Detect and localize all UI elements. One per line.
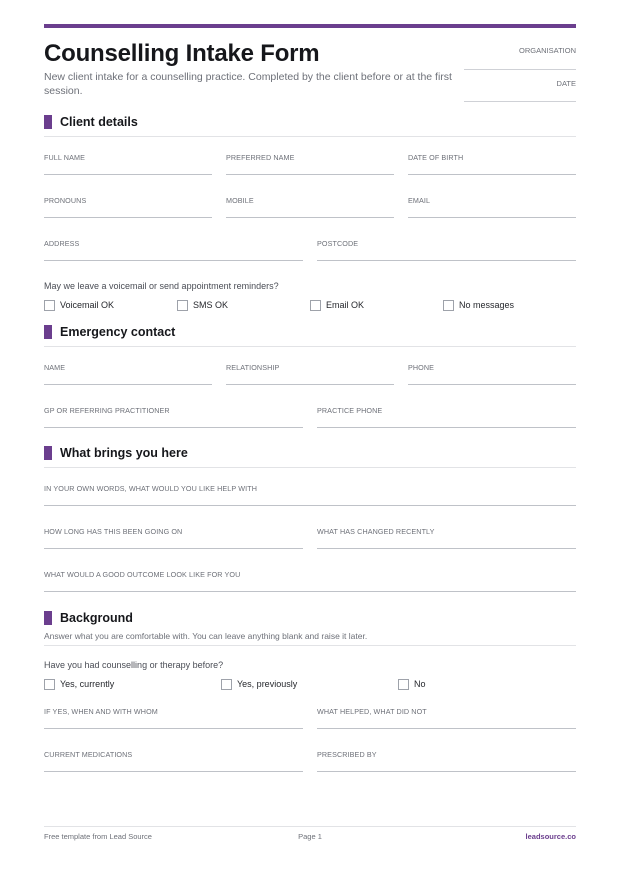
section-client-details — [44, 115, 576, 137]
section-divider — [44, 136, 576, 137]
field-label: POSTCODE — [317, 239, 359, 248]
checkbox-box[interactable] — [177, 300, 188, 311]
gp-field[interactable] — [44, 406, 303, 428]
footer-divider — [44, 826, 576, 827]
field-label: IF YES, WHEN AND WITH WHOM — [44, 707, 158, 716]
yes-currently-checkbox[interactable] — [44, 678, 114, 690]
preferred-name-field[interactable] — [226, 153, 394, 175]
section-marker — [44, 325, 52, 339]
section-background — [44, 611, 576, 633]
pronouns-field[interactable] — [44, 196, 212, 218]
field-label: PRONOUNS — [44, 196, 87, 205]
section-title: Emergency contact — [60, 325, 176, 339]
section-title: Background — [60, 611, 133, 625]
section-title: Client details — [60, 115, 138, 129]
section-title: What brings you here — [60, 446, 188, 460]
page-title: Counselling Intake Form — [44, 40, 320, 67]
field-label: HOW LONG HAS THIS BEEN GOING ON — [44, 527, 183, 536]
checkbox-label: SMS OK — [193, 300, 229, 310]
date-label: DATE — [556, 79, 576, 88]
field-label: PRESCRIBED BY — [317, 750, 377, 759]
page-number: Page 1 — [298, 832, 322, 841]
email-field[interactable] — [408, 196, 576, 218]
field-label: WHAT HAS CHANGED RECENTLY — [317, 527, 435, 536]
field-label: NAME — [44, 363, 66, 372]
email-checkbox[interactable] — [310, 299, 364, 311]
checkbox-box[interactable] — [398, 679, 409, 690]
field-label: WHAT HELPED, WHAT DID NOT — [317, 707, 427, 716]
when-whom-field[interactable] — [44, 707, 303, 729]
footer-credit: Free template from Lead Source — [44, 832, 152, 841]
footer-link[interactable]: leadsource.co — [525, 832, 576, 841]
field-label: WHAT WOULD A GOOD OUTCOME LOOK LIKE FOR YOU — [44, 570, 241, 579]
address-field[interactable] — [44, 239, 303, 261]
voicemail-checkbox[interactable] — [44, 299, 114, 311]
relationship-field[interactable] — [226, 363, 394, 385]
checkbox-box[interactable] — [44, 300, 55, 311]
checkbox-box[interactable] — [310, 300, 321, 311]
field-label: GP OR REFERRING PRACTITIONER — [44, 406, 170, 415]
yes-previously-checkbox[interactable] — [221, 678, 297, 690]
section-what-brings — [44, 446, 576, 468]
sms-checkbox[interactable] — [177, 299, 228, 311]
full-name-field[interactable] — [44, 153, 212, 175]
checkbox-box[interactable] — [443, 300, 454, 311]
date-of-birth-field[interactable] — [408, 153, 576, 175]
no-checkbox[interactable] — [398, 678, 426, 690]
accent-bar — [44, 24, 576, 28]
organisation-field[interactable] — [464, 69, 576, 70]
organisation-label: ORGANISATION — [519, 46, 576, 55]
no-messages-checkbox[interactable] — [443, 299, 514, 311]
field-label: MOBILE — [226, 196, 254, 205]
field-label: PREFERRED NAME — [226, 153, 295, 162]
field-label: EMAIL — [408, 196, 431, 205]
checkbox-box[interactable] — [44, 679, 55, 690]
checkbox-label: No — [414, 679, 426, 689]
section-emergency-contact — [44, 325, 576, 347]
checkbox-label: No messages — [459, 300, 515, 310]
field-label: ADDRESS — [44, 239, 80, 248]
field-label: PHONE — [408, 363, 435, 372]
checkbox-label: Yes, previously — [237, 679, 298, 689]
field-label: RELATIONSHIP — [226, 363, 280, 372]
field-label: FULL NAME — [44, 153, 85, 162]
practice-phone-field[interactable] — [317, 406, 576, 428]
checkbox-label: Email OK — [326, 300, 365, 310]
medications-field[interactable] — [44, 750, 303, 772]
postcode-field[interactable] — [317, 239, 576, 261]
mobile-field[interactable] — [226, 196, 394, 218]
field-label: IN YOUR OWN WORDS, WHAT WOULD YOU LIKE HELP WITH — [44, 484, 257, 493]
emergency-name-field[interactable] — [44, 363, 212, 385]
section-divider — [44, 645, 576, 646]
page-subtitle: New client intake for a counselling practice. Completed by the client before or at the first session. — [44, 71, 452, 97]
field-label: DATE OF BIRTH — [408, 153, 464, 162]
emergency-phone-field[interactable] — [408, 363, 576, 385]
background-note: Answer what you are comfortable with. You can leave anything blank and raise it later. — [44, 631, 368, 641]
good-outcome-field[interactable] — [44, 570, 576, 592]
section-marker — [44, 115, 52, 129]
section-divider — [44, 467, 576, 468]
prescribed-by-field[interactable] — [317, 750, 576, 772]
date-field[interactable] — [464, 101, 576, 102]
checkbox-label: Yes, currently — [60, 679, 115, 689]
what-helped-field[interactable] — [317, 707, 576, 729]
field-label: CURRENT MEDICATIONS — [44, 750, 133, 759]
therapy-question: Have you had counselling or therapy before? — [44, 660, 224, 670]
checkbox-box[interactable] — [221, 679, 232, 690]
help-with-field[interactable] — [44, 484, 576, 506]
checkbox-label: Voicemail OK — [60, 300, 115, 310]
field-label: PRACTICE PHONE — [317, 406, 383, 415]
section-divider — [44, 346, 576, 347]
section-marker — [44, 446, 52, 460]
contact-question: May we leave a voicemail or send appointment reminders? — [44, 281, 279, 291]
how-long-field[interactable] — [44, 527, 303, 549]
changed-recently-field[interactable] — [317, 527, 576, 549]
section-marker — [44, 611, 52, 625]
